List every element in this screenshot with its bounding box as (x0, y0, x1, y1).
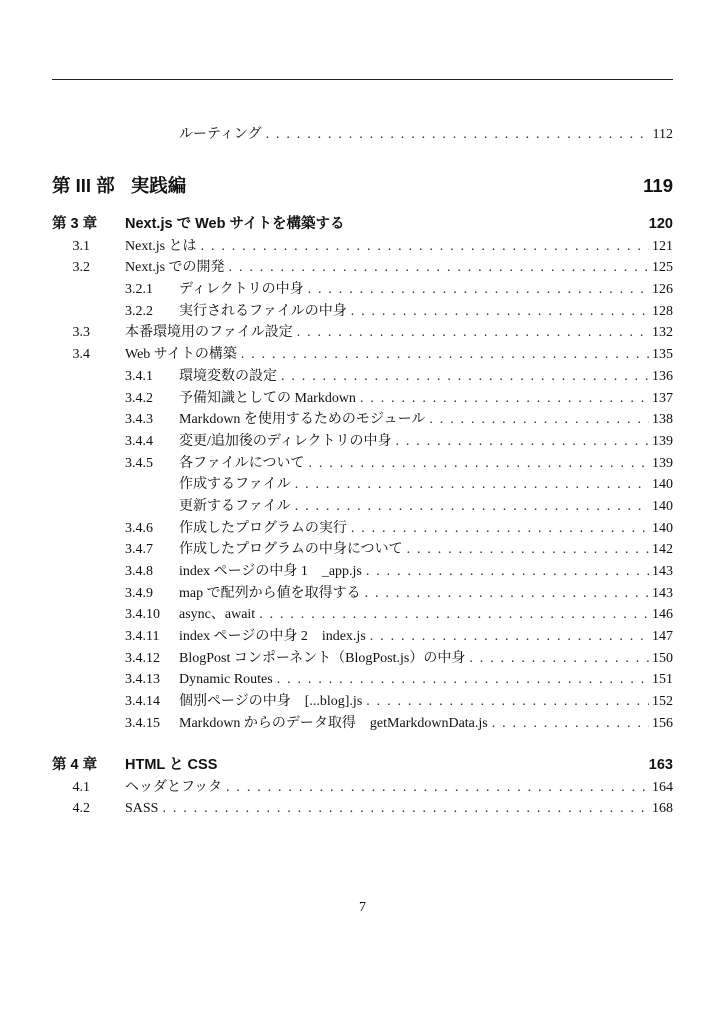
toc-entry[interactable] (52, 322, 673, 344)
toc-entry-page: 150 (652, 650, 673, 666)
toc-entry[interactable] (52, 798, 673, 820)
leader-dots (356, 388, 649, 410)
part-heading[interactable] (52, 170, 673, 202)
toc-entry-page: 139 (652, 455, 673, 471)
toc-entry-title: async、await (179, 607, 256, 623)
toc-entry-page: 140 (652, 498, 673, 514)
part-number: 第 III 部 (52, 174, 115, 196)
leader-dots (158, 798, 649, 820)
toc-entry[interactable] (52, 409, 673, 431)
leader-dots (304, 279, 649, 301)
toc-entry-number: 3.4.15 (125, 715, 160, 731)
leader-dots (237, 344, 649, 366)
toc-entry-number: 3.4.11 (125, 629, 160, 645)
toc-entry-title: index ページの中身 1 _app.js (179, 564, 362, 579)
leader-dots (255, 604, 649, 626)
part-page: 119 (643, 174, 673, 196)
toc-entry-number: 3.4.4 (125, 433, 153, 449)
toc-entry[interactable] (52, 496, 673, 518)
toc-entry-page: 152 (652, 694, 673, 710)
toc-entry-title: Web サイトの構築 (125, 347, 237, 363)
toc-entry-title: Markdown からのデータ取得 getMarkdownData.js (179, 715, 488, 731)
toc-entry-page: 137 (652, 390, 673, 406)
toc-entry-title: BlogPost コンポーネント（BlogPost.js）の中身 (179, 650, 466, 666)
toc-entry-number: 3.4.2 (125, 390, 153, 406)
toc-entry-title: ヘッダとフッタ (125, 779, 223, 795)
toc-entry-title: 作成するファイル (179, 477, 291, 493)
toc-entry-number: 3.1 (72, 238, 90, 254)
toc-entry-title: 実行されるファイルの中身 (179, 303, 347, 319)
toc-entry-title: 変更/追加後のディレクトリの中身 (179, 433, 392, 449)
toc-entry-title: map で配列から値を取得する (179, 585, 361, 601)
toc-entry-title: index ページの中身 2 index.js (179, 629, 366, 645)
leader-dots (262, 124, 649, 146)
toc-entry-page: 168 (652, 801, 673, 817)
toc-entry-number: 3.4 (72, 347, 90, 363)
toc-entry[interactable] (52, 691, 673, 713)
toc-entry-page: 128 (652, 303, 673, 319)
leader-dots (291, 474, 649, 496)
leader-dots (277, 366, 649, 388)
leader-dots (362, 691, 649, 713)
toc-entry-number: 3.4.8 (125, 564, 153, 579)
toc-entry-title: 更新するファイル (179, 498, 291, 514)
toc-entry-page: 132 (652, 325, 673, 341)
toc-entry-number: 3.2 (72, 260, 90, 276)
toc-entry-page: 142 (652, 542, 673, 558)
toc-entry-title: 各ファイルについて (179, 455, 305, 471)
toc-entry[interactable] (52, 388, 673, 410)
toc-entry-page: 147 (652, 629, 673, 645)
toc-entry[interactable] (52, 279, 673, 301)
toc-entry[interactable] (52, 301, 673, 323)
chapter-number: 第 3 章 (52, 215, 98, 232)
leader-dots (293, 322, 649, 344)
chapter-heading[interactable] (52, 753, 673, 777)
part-title: 実践編 (130, 174, 187, 196)
chapter-number: 第 4 章 (52, 756, 98, 773)
toc-entry-number: 3.4.3 (125, 412, 153, 428)
leader-dots (291, 496, 649, 518)
leader-dots (304, 453, 649, 475)
toc-entry-title: Dynamic Routes (179, 672, 273, 688)
toc-entry-number: 3.4.5 (125, 455, 153, 471)
toc-entry-number: 3.4.12 (125, 650, 160, 666)
leader-dots (403, 539, 649, 561)
toc-entry-number: 3.4.6 (125, 520, 153, 536)
toc-entry-title: 環境変数の設定 (179, 368, 277, 384)
header-rule (52, 79, 673, 80)
toc-entry-number: 3.4.13 (125, 672, 160, 688)
toc-entry-number: 4.2 (72, 801, 90, 817)
toc-entry-number: 4.1 (72, 779, 90, 795)
leader-dots (362, 561, 649, 583)
toc-entry-page: 135 (652, 347, 673, 363)
toc-entry-page: 121 (652, 238, 673, 254)
toc-entry-page: 143 (652, 564, 673, 579)
leader-dots (222, 777, 649, 799)
toc-entry[interactable] (52, 236, 673, 258)
leader-dots (465, 648, 649, 670)
toc-entry-number: 3.4.7 (125, 542, 153, 558)
toc-entry-title: Next.js とは (125, 238, 197, 254)
toc-entry[interactable] (52, 648, 673, 670)
leader-dots (273, 669, 649, 691)
toc-entry-number: 3.4.9 (125, 585, 153, 601)
toc-entry-page: 112 (652, 127, 673, 142)
toc-entry-page: 126 (652, 282, 673, 298)
toc-entry-title: 作成したプログラムの実行 (179, 520, 347, 536)
chapter-page: 163 (648, 756, 673, 773)
toc-entry-title: 作成したプログラムの中身について (179, 542, 403, 558)
toc-entry-page: 140 (652, 520, 673, 536)
toc-entry-title: 本番環境用のファイル設定 (125, 325, 293, 341)
toc-entry-page: 140 (652, 477, 673, 493)
toc-entry[interactable] (52, 518, 673, 540)
leader-dots (488, 713, 649, 735)
toc-entry-number: 3.2.1 (125, 282, 153, 298)
toc-entry[interactable] (52, 431, 673, 453)
leader-dots (347, 301, 649, 323)
toc-entry[interactable] (52, 626, 673, 648)
toc-entry-page: 164 (652, 779, 673, 795)
leader-dots (361, 583, 649, 605)
toc-entry-page: 138 (652, 412, 673, 428)
toc-entry-page: 151 (652, 672, 673, 688)
toc-entry-page: 139 (652, 433, 673, 449)
leader-dots (347, 518, 649, 540)
leader-dots (197, 236, 649, 258)
toc-entry-title: Markdown を使用するためのモジュール (179, 412, 426, 428)
toc-entry-page: 156 (652, 715, 673, 731)
toc-entry-page: 143 (652, 585, 673, 601)
toc-entry-title: Next.js での開発 (125, 260, 225, 276)
toc-entry-number: 3.4.10 (125, 607, 160, 623)
toc-entry-title: 個別ページの中身 [...blog].js (179, 694, 363, 710)
toc-entry[interactable] (52, 474, 673, 496)
table-of-contents (52, 124, 673, 820)
page-number: 7 (359, 900, 366, 915)
toc-entry[interactable] (52, 344, 673, 366)
toc-entry-number: 3.4.1 (125, 368, 153, 384)
toc-entry[interactable] (52, 453, 673, 475)
leader-dots (425, 409, 649, 431)
toc-entry[interactable] (52, 583, 673, 605)
chapter-title: HTML と CSS (125, 756, 218, 773)
toc-entry-number: 3.3 (72, 325, 90, 341)
toc-entry-page: 146 (652, 607, 673, 623)
toc-entry[interactable] (52, 713, 673, 735)
chapter-title: Next.js で Web サイトを構築する (125, 215, 345, 232)
toc-entry[interactable] (52, 124, 673, 146)
toc-entry-number: 3.2.2 (125, 303, 153, 319)
toc-entry-page: 125 (652, 260, 673, 276)
toc-entry-page: 136 (652, 368, 673, 384)
toc-entry[interactable] (52, 257, 673, 279)
toc-entry-title: SASS (125, 801, 159, 817)
toc-entry[interactable] (52, 777, 673, 799)
toc-entry[interactable] (52, 561, 673, 583)
toc-entry[interactable] (52, 366, 673, 388)
chapter-page: 120 (648, 215, 673, 232)
toc-entry-number: 3.4.14 (125, 694, 160, 710)
leader-dots (392, 431, 650, 453)
toc-entry[interactable] (52, 539, 673, 561)
toc-entry-title: 予備知識としての Markdown (179, 390, 356, 406)
chapter-heading[interactable] (52, 212, 673, 236)
toc-entry-title: ルーティング (179, 127, 262, 142)
leader-dots (225, 257, 649, 279)
toc-entry[interactable] (52, 669, 673, 691)
leader-dots (366, 626, 649, 648)
toc-entry-title: ディレクトリの中身 (179, 282, 304, 298)
toc-entry[interactable] (52, 604, 673, 626)
